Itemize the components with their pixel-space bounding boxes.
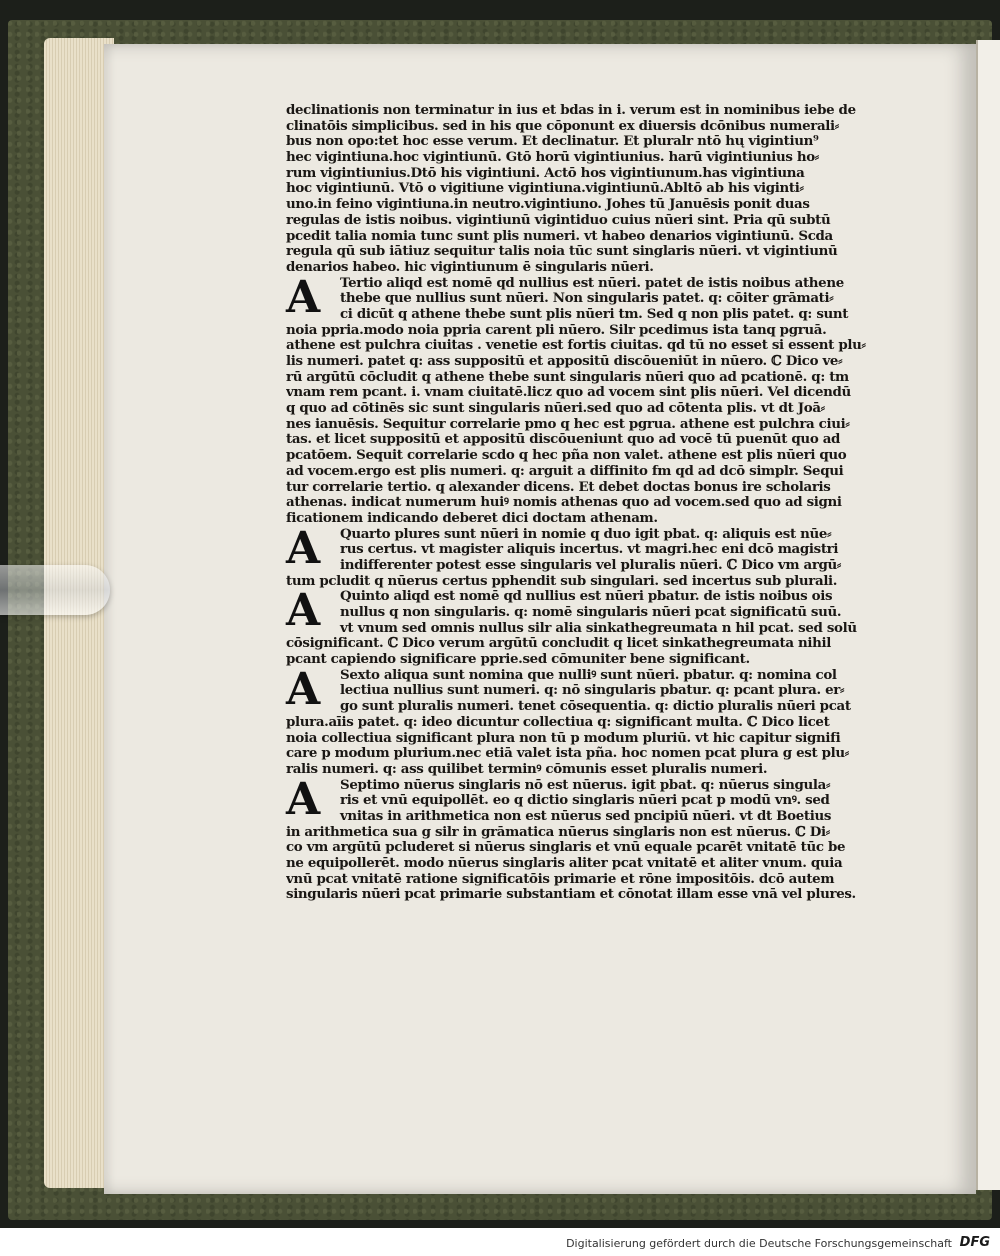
footer xyxy=(0,1232,1000,1256)
text-line: thebe que nullius sunt nūeri. Non singularis patet. q: cōiter grāmati⸗ xyxy=(340,291,834,307)
text-line: regulas de istis noibus. vigintiunū vigintiduo cuius nūeri sint. Pria qū subtū xyxy=(286,212,831,228)
text-line: noia collectiua significant plura non tū p modum pluriū. vt hic capitur signifi xyxy=(286,730,841,746)
text-line: pcant capiendo significare pprie.sed cōmuniter bene significant. xyxy=(286,652,750,668)
text-line: indifferenter potest esse singularis vel pluralis nūeri. ℂ Dico vm argū⸗ xyxy=(340,557,842,573)
text-line: ficationem indicando deberet dici doctam athenam. xyxy=(286,510,658,526)
paragraph xyxy=(286,773,886,904)
text-line: hec vigintiuna.hoc vigintiunū. Gtō horū vigintiunius. harū vigintiunius ho⸗ xyxy=(286,150,819,166)
text-line: uno.in feino vigintiuna.in neutro.vigintiuno. Johes tū Januēsis ponit duas xyxy=(286,197,810,213)
text-line: co vm argūtū pcluderet si nūerus singlaris et vnū equale pcarēt vnitatē tūc be xyxy=(286,840,846,856)
text-line: athene est pulchra ciuitas . venetie est fortis ciuitas. qd tū no esset si essent plu⸗ xyxy=(286,338,866,354)
text-line: denarios habeo. hic vigintiunum ē singularis nūeri. xyxy=(286,259,654,275)
text-line: vnam rem pcant. i. vnam ciuitatē.licz quo ad vocem sint plis nūeri. Vel dicendū xyxy=(286,385,851,401)
text-line: care p modum plurium.nec etiā valet ista pña. hoc nomen pcat plura g est plu⸗ xyxy=(286,746,849,762)
paragraph xyxy=(286,663,886,778)
text-line: pcatōem. Sequit correlarie scdo q hec pña non valet. athene est plis nūeri quo xyxy=(286,448,847,464)
initial-letter: A xyxy=(286,663,321,715)
text-line: Septimo nūerus singlaris nō est nūerus. igit pbat. q: nūerus singula⸗ xyxy=(340,777,831,793)
text-line: rus certus. vt magister aliquis incertus. vt magri.hec eni dcō magistri xyxy=(340,542,839,558)
text-line: lectiua nullius sunt numeri. q: nō singularis pbatur. q: pcant plura. er⸗ xyxy=(340,683,845,699)
text-line: q quo ad cōtinēs sic sunt singularis nūeri.sed quo ad cōtenta plis. vt dt Joā⸗ xyxy=(286,401,825,417)
text-line: bus non opo:tet hoc esse verum. Et declinatur. Et pluralr ntō hų vigintiun⁹ xyxy=(286,134,819,150)
text-block xyxy=(286,103,886,903)
text-line: vt vnum sed omnis nullus silr alia sinkathegreumata n hil pcat. sed solū xyxy=(340,620,857,636)
text-line: ne equipollerēt. modo nūerus singlaris aliter pcat vnitatē et aliter vnum. quia xyxy=(286,856,843,871)
initial-letter: A xyxy=(286,773,321,825)
text-line: rū argūtū cōcludit q athene thebe sunt singularis nūeri quo ad pcationē. q: tm xyxy=(286,369,849,385)
text-line: ad vocem.ergo est plis numeri. q: arguit a diffinito fm qd ad dcō simplr. Sequi xyxy=(286,463,844,479)
text-line: tas. et licet suppositū et appositū discōueniunt quo ad vocē tū puenūt quo ad xyxy=(286,432,841,448)
text-line: in arithmetica sua g silr in grāmatica nūerus singlaris non est nūerus. ℂ Di⸗ xyxy=(286,824,830,840)
text-line: Sexto aliqua sunt nomina que nulliꝰ sunt nūeri. pbatur. q: nomina col xyxy=(340,667,837,683)
text-line: Quarto plures sunt nūeri in nomie q duo igit pbat. q: aliquis est nūe⸗ xyxy=(340,526,832,542)
page-weight-rod xyxy=(0,565,110,615)
initial-letter: A xyxy=(286,271,321,323)
text-line: nes ianuēsis. Sequitur correlarie pmo q hec est pgrua. athene est pulchra ciui⸗ xyxy=(286,416,850,432)
paragraph xyxy=(286,522,886,590)
paragraph xyxy=(286,585,886,668)
text-line: singularis nūeri pcat primarie substantiam et cōnotat illam esse vnā vel plures. xyxy=(286,887,856,903)
text-line: Quinto aliqd est nomē qd nullius est nūeri pbatur. de istis noibus ois xyxy=(340,589,833,605)
text-line: athenas. indicat numerum huiꝰ nomis athenas quo ad vocem.sed quo ad signi xyxy=(286,495,842,511)
paragraph xyxy=(286,103,886,276)
text-line: pcedit talia nomia tunc sunt plis numeri. vt habeo denarios vigintiunū. Scda xyxy=(286,228,833,244)
dfg-logo: DFG xyxy=(959,1235,990,1250)
text-line: hoc vigintiunū. Vtō o vigitiune vigintiuna.vigintiunū.Abltō ab his viginti⸗ xyxy=(286,181,804,197)
initial-letter: A xyxy=(286,585,321,637)
text-line: tur correlarie tertio. q alexander dicens. Et debet doctas bonus ire scholaris xyxy=(286,479,831,495)
text-line: vnitas in arithmetica non est nūerus sed pncipiū nūeri. vt dt Boetius xyxy=(340,808,832,824)
facing-page-edge xyxy=(976,40,1000,1190)
text-line: regula qū sub iātiuz sequitur talis noia tūc sunt singlaris nūeri. vt vigintiunū xyxy=(286,244,838,260)
text-line: declinationis non terminatur in ius et bdas in i. verum est in nominibus iebe de xyxy=(286,103,856,118)
initial-letter: A xyxy=(286,522,321,574)
text-line: lis numeri. patet q: ass suppositū et appositū discōueniūt in nūero. ℂ Dico ve⸗ xyxy=(286,354,843,369)
text-line: ci dicūt q athene thebe sunt plis nūeri tm. Sed q non plis patet. q: sunt xyxy=(340,306,849,322)
text-line: tum pcludit q nūerus certus pphendit sub singulari. sed incertus sub plurali. xyxy=(286,573,838,589)
text-line: plura.aīis patet. q: ideo dicuntur collectiua q: significant multa. ℂ Dico licet xyxy=(286,714,830,730)
funding-credit: Digitalisierung gefördert durch die Deutsche Forschungsgemeinschaft xyxy=(566,1237,952,1250)
text-line: Tertio aliqd est nomē qd nullius est nūeri. patet de istis noibus athene xyxy=(340,275,844,291)
text-line: go sunt pluralis numeri. tenet cōsequentia. q: dictio pluralis nūeri pcat xyxy=(340,699,851,715)
text-line: vnū pcat vnitatē ratione significatōis primarie et rōne impositōis. dcō autem xyxy=(286,871,835,887)
text-line: rum vigintiunius.Dtō his vigintiuni. Actō hos vigintiunum.has vigintiuna xyxy=(286,165,805,181)
text-line: cōsignificant. ℂ Dico verum argūtū concludit q licet sinkathegreumata nihil xyxy=(286,636,832,652)
paragraph xyxy=(286,271,886,527)
text-line: ris et vnū equipollēt. eo q dictio singlaris nūeri pcat p modū vnꝰ. sed xyxy=(340,793,830,809)
text-line: noia ppria.modo noia ppria carent pli nūero. Silr pcedimus ista tanq pgruā. xyxy=(286,322,827,338)
text-line: clinatōis simplicibus. sed in his que cōponunt ex diuersis dcōnibus numerali⸗ xyxy=(286,118,839,134)
text-line: nullus q non singularis. q: nomē singularis nūeri pcat significatū suū. xyxy=(340,605,842,620)
text-line: ralis numeri. q: ass quilibet terminꝰ cōmunis esset pluralis numeri. xyxy=(286,761,768,777)
